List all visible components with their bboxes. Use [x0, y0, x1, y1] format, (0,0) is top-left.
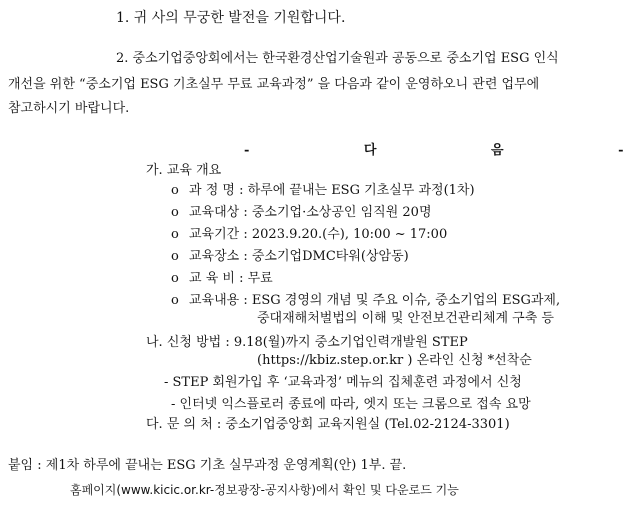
section-na-line-1: 나. 신청 방법 : 9.18(월)까지 중소기업인력개발원 STEP — [146, 335, 468, 350]
bullet-icon: o — [171, 227, 179, 242]
section-na-note-1: - STEP 회원가입 후 ‘교육과정’ 메뉴의 집체훈련 과정에서 신청 — [164, 375, 522, 390]
section-heading: - 다 음 - — [244, 143, 624, 158]
section-na-line-2: (https://kbiz.step.or.kr ) 온라인 신청 *선착순 — [257, 353, 532, 368]
list-item — [171, 182, 475, 200]
section-na-note-2: - 인터넷 익스플로러 종료에 따라, 엣지 또는 크롬으로 접속 요망 — [171, 397, 531, 412]
attachment-note: 홈페이지(www.kicic.or.kr-정보광장-공지사항)에서 확인 및 다운로드 기능 — [70, 483, 459, 497]
list-item-text: 교육장소 : 중소기업DMC타워(상암동) — [189, 249, 409, 264]
list-item-text: 교육기간 : 2023.9.20.(수), 10:00 ~ 17:00 — [189, 227, 448, 242]
list-item-text: 교 육 비 : 무료 — [189, 271, 273, 286]
list-item — [171, 292, 560, 310]
list-item-text: 교육내용 : ESG 경영의 개념 및 주요 이슈, 중소기업의 ESG과제, — [189, 293, 561, 308]
paragraph-2-line-2: 개선을 위한 “중소기업 ESG 기초실무 무료 교육과정” 을 다음과 같이 운영하오니 관련 업무에 — [8, 77, 540, 92]
bullet-icon: o — [171, 249, 179, 264]
list-item — [171, 248, 409, 266]
list-item — [171, 226, 447, 244]
list-item-text: 교육대상 : 중소기업·소상공인 임직원 20명 — [189, 205, 432, 220]
bullet-icon: o — [171, 293, 179, 308]
list-item-continuation: 중대재해처벌법의 이해 및 안전보건관리체계 구축 등 — [257, 311, 554, 326]
paragraph-2-line-1: 2. 중소기업중앙회에서는 한국환경산업기술원과 공동으로 중소기업 ESG 인식 — [116, 51, 559, 66]
bullet-icon: o — [171, 205, 179, 220]
list-item-text: 과 정 명 : 하루에 끝내는 ESG 기초실무 과정(1차) — [189, 183, 475, 198]
paragraph-2-line-3: 참고하시기 바랍니다. — [8, 101, 130, 116]
paragraph-1: 1. 귀 사의 무궁한 발전을 기원합니다. — [116, 10, 346, 26]
bullet-icon: o — [171, 271, 179, 286]
list-item — [171, 270, 273, 288]
list-item — [171, 204, 432, 222]
attachment-line: 붙임 : 제1차 하루에 끝내는 ESG 기초 실무과정 운영계획(안) 1부. 끝. — [8, 458, 407, 473]
bullet-icon: o — [171, 183, 179, 198]
section-ga-title: 가. 교육 개요 — [146, 163, 222, 178]
section-da-contact: 다. 문 의 처 : 중소기업중앙회 교육지원실 (Tel.02-2124-3301) — [146, 417, 510, 432]
